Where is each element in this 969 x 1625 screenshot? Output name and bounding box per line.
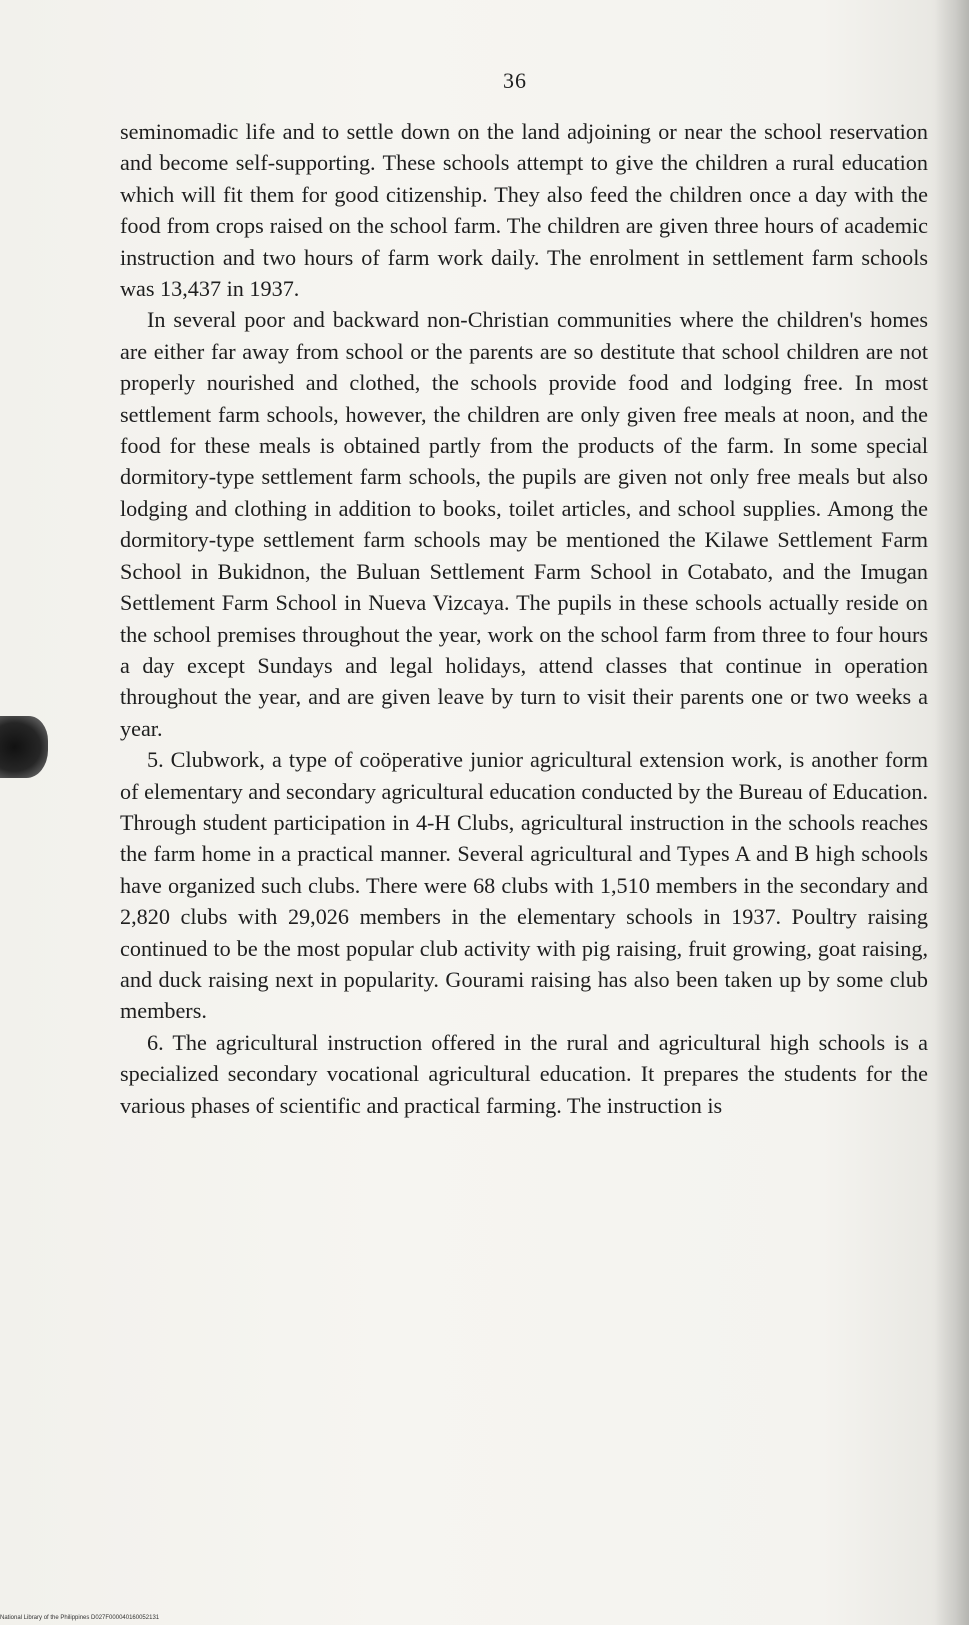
scan-footer: National Library of the Philippines D027F000040160052131 [0,1615,160,1621]
paragraph-1: seminomadic life and to settle down on the land adjoining or near the school reservation and become self-supporting. These schools attempt to give the children a rural education which will fit them for good citizenship. They also feed the children once a day with the food from crops raised on the school farm. The children are given three hours of academic instruction and two hours of farm work daily. The enrolment in settlement farm schools was 13,437 in 1937. [120,119,928,302]
paragraph-4: 6. The agricultural instruction offered in the rural and agricultural high schools is a specialized secondary vocational agricultural education. It prepares the students for the various phases of scientific and practical farming. The instruction is [120,1029,928,1118]
scan-thumb-shadow [0,716,48,778]
paragraph-3: 5. Clubwork, a type of coöperative junior agricultural extension work, is another form of elementary and secondary agricultural education conducted by the Bureau of Education. Through student participation in 4-H Clubs, agricultural instruction in the schools reaches the farm home in a practical manner. Several agricultural and Types A and B high schools have organized such clubs. There were 68 clubs with 1,510 members in the secondary and 2,820 clubs with 29,026 members in the elementary schools in 1937. Poultry raising continued to be the most popular club activity with pig raising, fruit growing, goat raising, and duck raising next in popularity. Gourami raising has also been taken up by some club members. [120,747,928,1024]
page-number: 36 [503,68,527,93]
paragraph-2: In several poor and backward non-Christian communities where the children's homes are either far away from school or the parents are so destitute that school children are not properly nourished and clothed, the schools provide food and lodging free. In most settlement farm schools, however, the children are only given free meals at noon, and the food for these meals is obtained partly from the products of the farm. In some special dormitory-type settlement farm schools, the pupils are given not only free meals but also lodging and clothing in addition to books, toilet articles, and school supplies. Among the dormitory-type settlement farm schools may be mentioned the Kilawe Settlement Farm School in Bukidnon, the Buluan Settlement Farm School in Cotabato, and the Imugan Settlement Farm School in Nueva Vizcaya. The pupils in these schools actually reside on the school premises throughout the year, work on the school farm from three to four hours a day except Sundays and legal holidays, attend classes that continue in operation throughout the year, and are given leave by turn to visit their parents one or two weeks a year. [120,307,928,741]
body-text [120,116,928,1121]
page-edge-shadow [935,0,969,1625]
